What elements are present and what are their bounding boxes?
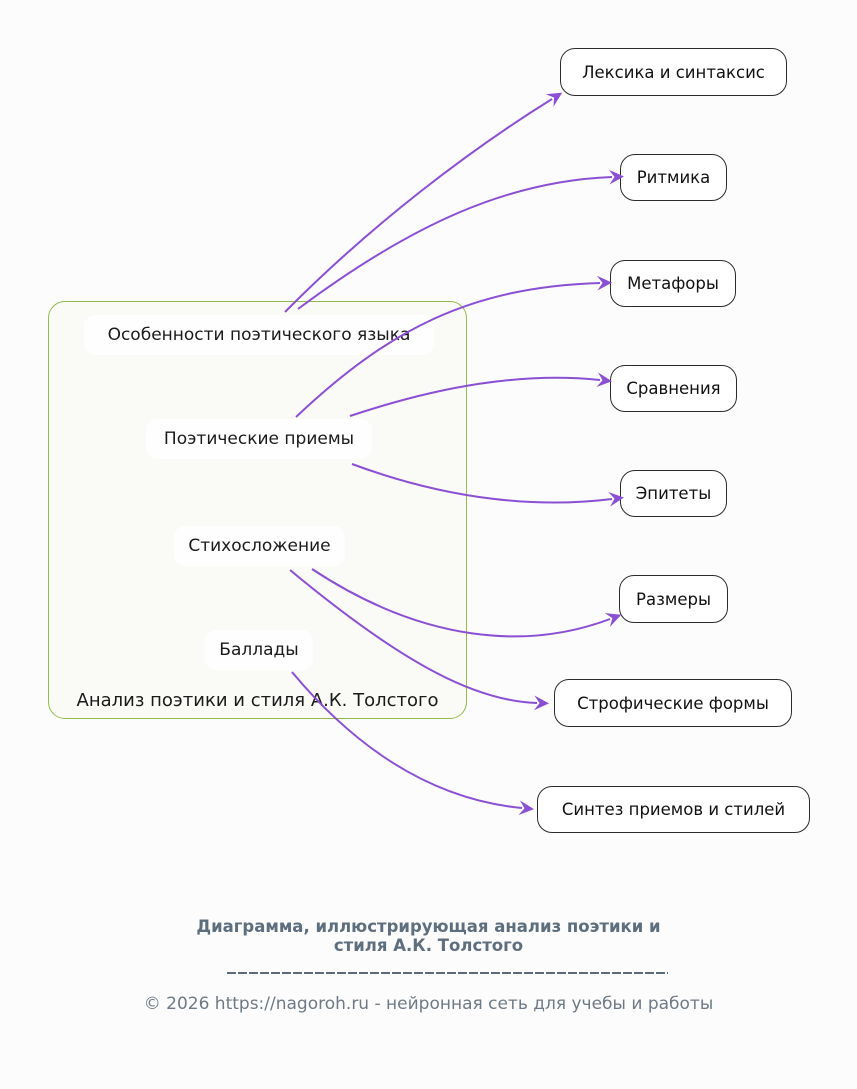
footer-caption-line1: Диаграмма, иллюстрирующая анализ поэтики и (196, 917, 661, 936)
node-sravneniya: Сравнения (610, 365, 737, 412)
edge-osobennosti-to-leksika (285, 99, 552, 312)
node-razmery: Размеры (619, 575, 728, 623)
branch-label-ballady: Баллады (205, 630, 313, 670)
branch-label-stikhoslozhenie: Стихосложение (174, 526, 345, 566)
node-metafory: Метафоры (610, 260, 736, 307)
footer-divider (227, 972, 668, 974)
node-ritmika: Ритмика (620, 154, 727, 201)
branch-label-osobennosti: Особенности поэтического языка (84, 315, 434, 355)
footer-caption-line2: стиля А.К. Толстого (333, 936, 524, 955)
edge-osobennosti-to-ritmika (298, 177, 612, 309)
branch-label-poeticheskie-priemy: Поэтические приемы (146, 419, 372, 459)
footer-copyright: © 2026 https://nagoroh.ru - нейронная сеть для учебы и работы (143, 994, 714, 1014)
node-stroficheskie-formy: Строфические формы (554, 679, 792, 727)
footer-caption (0, 917, 857, 955)
node-sintez-priemov-i-stiley: Синтез приемов и стилей (537, 786, 810, 833)
node-epitety: Эпитеты (620, 470, 727, 517)
node-leksika-i-sintaksis: Лексика и синтаксис (560, 48, 787, 96)
cluster-title: Анализ поэтики и стиля А.К. Толстого (76, 690, 439, 711)
